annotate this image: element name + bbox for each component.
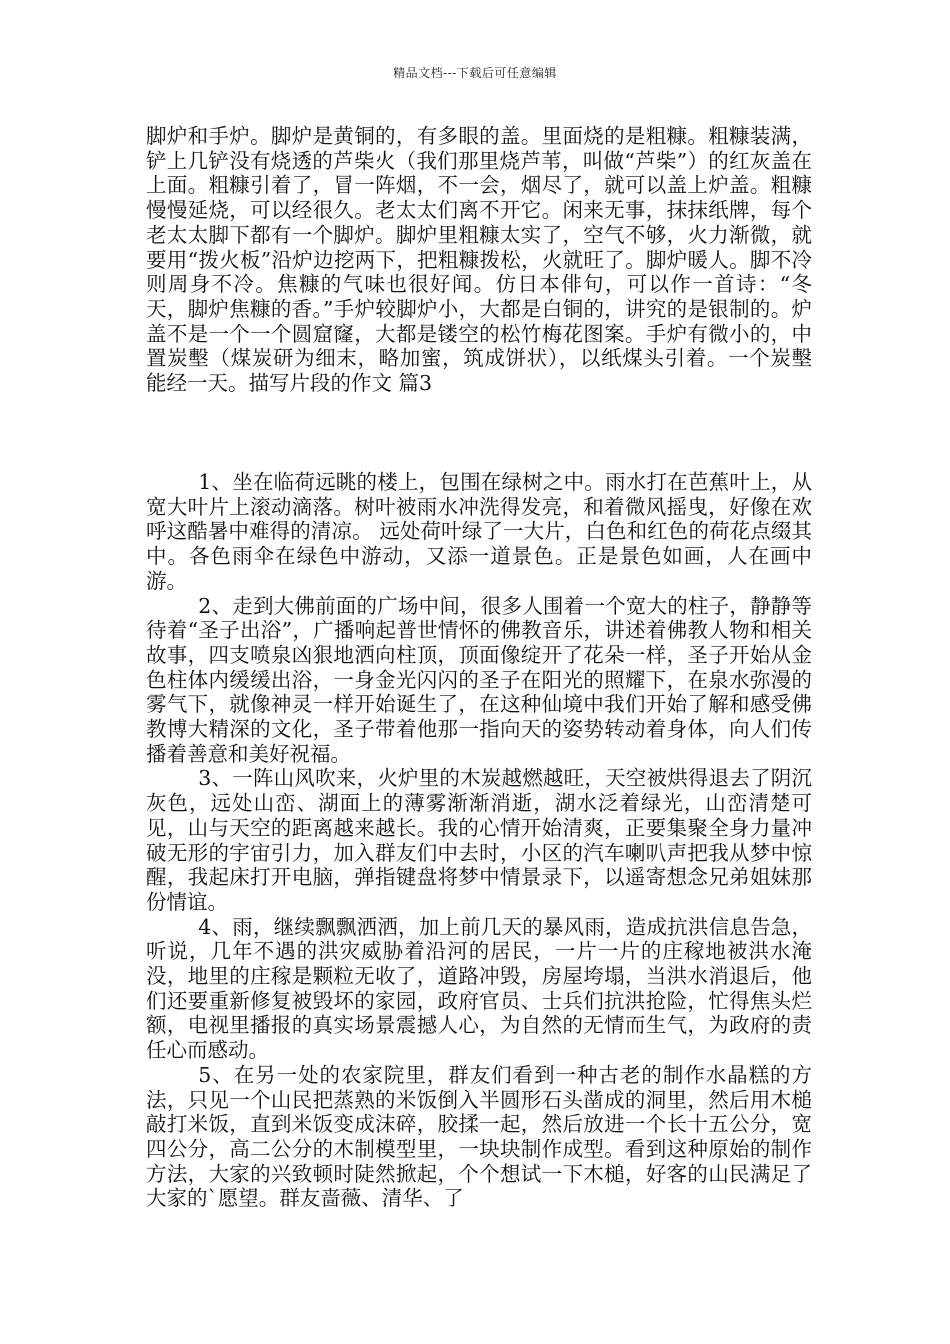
paragraph-5: 5、在另一处的农家院里，群友们看到一种古老的制作水晶糕的方法，只见一个山民把蒸熟的米饭倒入半圆形石头凿成的洞里，然后用木槌敲打米饭，直到米饭变成沫碎，胶揉一起，然后放进一个长十五公分，宽四公分，高二公分的木制模型里，一块块制作成型。看到这种原始的制作方法，大家的兴致顿时陡然掀起，个个想试一下木槌，好客的山民满足了大家的`愿望。群友啬薇、清华、了: [146, 1062, 812, 1211]
paragraph-3: 3、一阵山风吹来，火炉里的木炭越燃越旺，天空被烘得退去了阴沉灰色，远处山峦、湖面上的薄雾渐渐消逝，湖水泛着绿光，山峦清楚可见，山与天空的距离越来越长。我的心情开始清爽，正要集聚全身力量冲破无形的宇宙引力，加入群友们中去时，小区的汽车喇叭声把我从梦中惊醒，我起床打开电脑，弹指键盘将梦中情景录下，以遥寄想念兄弟姐妹那份情谊。: [146, 766, 812, 914]
paragraph-4: 4、雨，继续飘飘洒洒，加上前几天的暴风雨，造成抗洪信息告急，听说，几年不遇的洪灾威胁着沿河的居民，一片一片的庄稼地被洪水淹没，地里的庄稼是颗粒无收了，道路冲毁，房屋垮塌，当洪水消退后，他们还要重新修复被毁坏的家园，政府官员、士兵们抗洪抢险，忙得焦头烂额，电视里播报的真实场景震撼人心，为自然的无情而生气，为政府的责任心而感动。: [146, 914, 812, 1063]
paragraph-2: 2、走到大佛前面的广场中间，很多人围着一个宽大的柱子，静静等待着“圣子出浴”，广播响起普世情怀的佛教音乐，讲述着佛教人物和相关故事，四支喷泉凶狠地洒向柱顶，顶面像绽开了花朵一样，圣子开始从金色柱体内缓缓出浴，一身金光闪闪的圣子在阳光的照耀下，在泉水弥漫的雾气下，就像神灵一样开始诞生了，在这种仙境中我们开始了解和感受佛教博大精深的文化，圣子带着他那一指向天的姿势转动着身体，向人们传播着善意和美好祝福。: [146, 593, 812, 766]
page-header: 精品文档---下载后可任意编辑: [393, 66, 557, 80]
section-body: [146, 470, 812, 1211]
paragraph-1: 1、坐在临荷远眺的楼上，包围在绿树之中。雨水打在芭蕉叶上，从宽大叶片上滚动滴落。树叶被雨水冲洗得发亮，和着微风摇曳，好像在欢呼这酷暑中难得的清凉。 远处荷叶绿了一大片，白色和红色的荷花点缀其中。各色雨伞在绿色中游动，又添一道景色。正是景色如画，人在画中游。: [146, 470, 812, 593]
intro-block: [146, 124, 812, 396]
intro-paragraph: 脚炉和手炉。脚炉是黄铜的，有多眼的盖。里面烧的是粗糠。粗糠装满，铲上几铲没有烧透的芦柴火（我们那里烧芦苇，叫做“芦柴”）的红灰盖在上面。粗糠引着了，冒一阵烟，不一会，烟尽了，就可以盖上炉盖。粗糠慢慢延烧，可以经很久。老太太们离不开它。闲来无事，抹抹纸牌，每个老太太脚下都有一个脚炉。脚炉里粗糠太实了，空气不够，火力渐微，就要用“拨火板”沿炉边挖两下，把粗糠拨松，火就旺了。脚炉暖人。脚不冷则周身不冷。焦糠的气味也很好闻。仿日本俳句，可以作一首诗：“冬天，脚炉焦糠的香。”手炉较脚炉小，大都是白铜的，讲究的是银制的。炉盖不是一个一个圆窟窿，大都是镂空的松竹梅花图案。手炉有微小的，中置炭墼（煤炭研为细末，略加蜜，筑成饼状），以纸煤头引着。一个炭墼能经一天。描写片段的作文 篇3: [146, 124, 812, 396]
